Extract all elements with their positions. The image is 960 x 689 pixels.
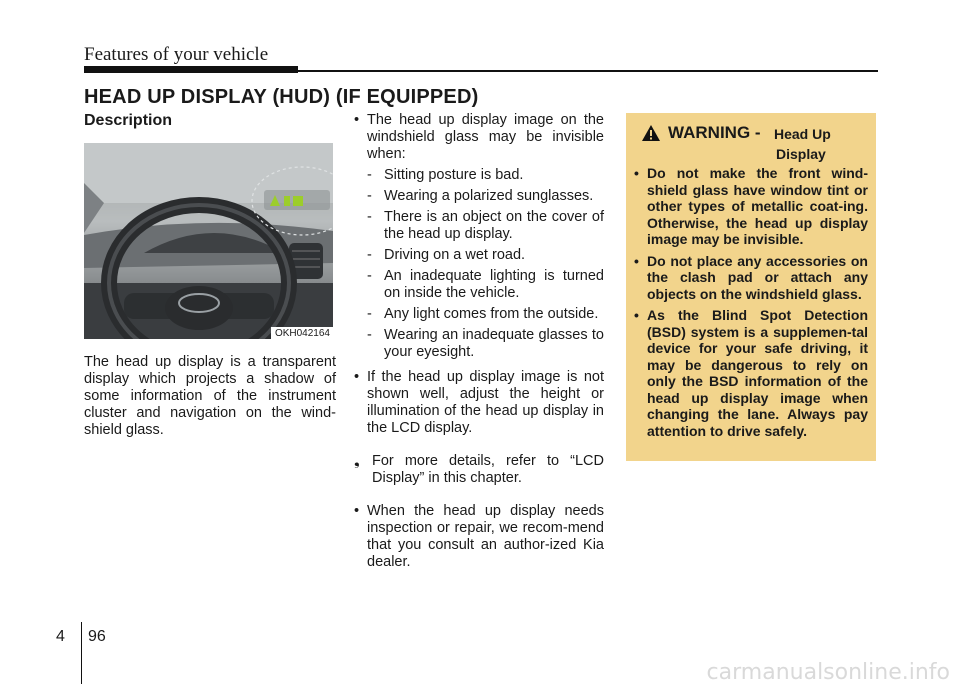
page-number: 96 [88,628,106,645]
bullet-invisible-when: • The head up display image on the windshield glass may be invisible when: [354,112,604,163]
section-title: HEAD UP DISPLAY (HUD) (IF EQUIPPED) [84,86,479,108]
left-column [84,112,336,439]
watermark: carmanualsonline.info [706,660,950,685]
bullet-adjust-display: • If the head up display image is not shown well, adjust the height or illumination of the head up display in the LCD display. [354,369,604,437]
warning-header [634,121,868,162]
note-mark-icon: ❟ [354,453,360,469]
description-body: The head up display is a transparent display which projects a shadow of some information of the instrument cluster and navigation on the wind-shield glass. [84,354,336,438]
warning-subtitle-line2: Display [776,146,826,162]
warning-item: • As the Blind Spot Detection (BSD) system is a supplemen-tal device for your safe driving, it may be dangerous to rely on only the BSD information of the head up display image when changing the lane. Always pay attention to drive safely. [634,307,868,439]
condition-item: - Wearing a polarized sunglasses. [367,188,594,204]
description-heading: Description [84,112,173,129]
condition-item: - Wearing an inadequate glasses to your eyesight. [367,327,604,360]
header-rule [298,70,878,72]
warning-list [634,165,868,439]
condition-item: - There is an object on the cover of the head up display. [367,209,604,242]
image-caption: OKH042164 [271,327,333,339]
warning-box [626,113,876,461]
condition-item: - Any light comes from the outside. [367,306,599,322]
chapter-number: 4 [56,628,65,645]
middle-column [354,112,604,571]
reference-note: ❟ For more details, refer to “LCD Display” in this chapter. [354,453,604,486]
condition-item: - An inadequate lighting is turned on inside the vehicle. [367,268,604,301]
warning-item: • Do not make the front wind-shield glass have window tint or other types of metallic coat-ing. Otherwise, the head up display image may be invisible. [634,165,868,248]
header-bar [84,66,298,73]
dashboard-illustration [84,143,333,339]
running-header: Features of your vehicle [84,44,269,65]
condition-item: - Sitting posture is bad. [367,167,524,183]
warning-subtitle: Head Up [774,126,831,142]
dashboard-photo [84,143,333,339]
bullet-dealer-service: • When the head up display needs inspection or repair, we recom-mend that you consult an author-ized Kia dealer. [354,503,604,571]
warning-label: WARNING - [668,123,761,142]
warning-item: • Do not place any accessories on the clash pad or attach any objects on the windshield glass. [634,253,868,303]
warning-triangle-icon [641,124,661,142]
footer-divider [81,622,82,684]
condition-item: - Driving on a wet road. [367,247,526,263]
